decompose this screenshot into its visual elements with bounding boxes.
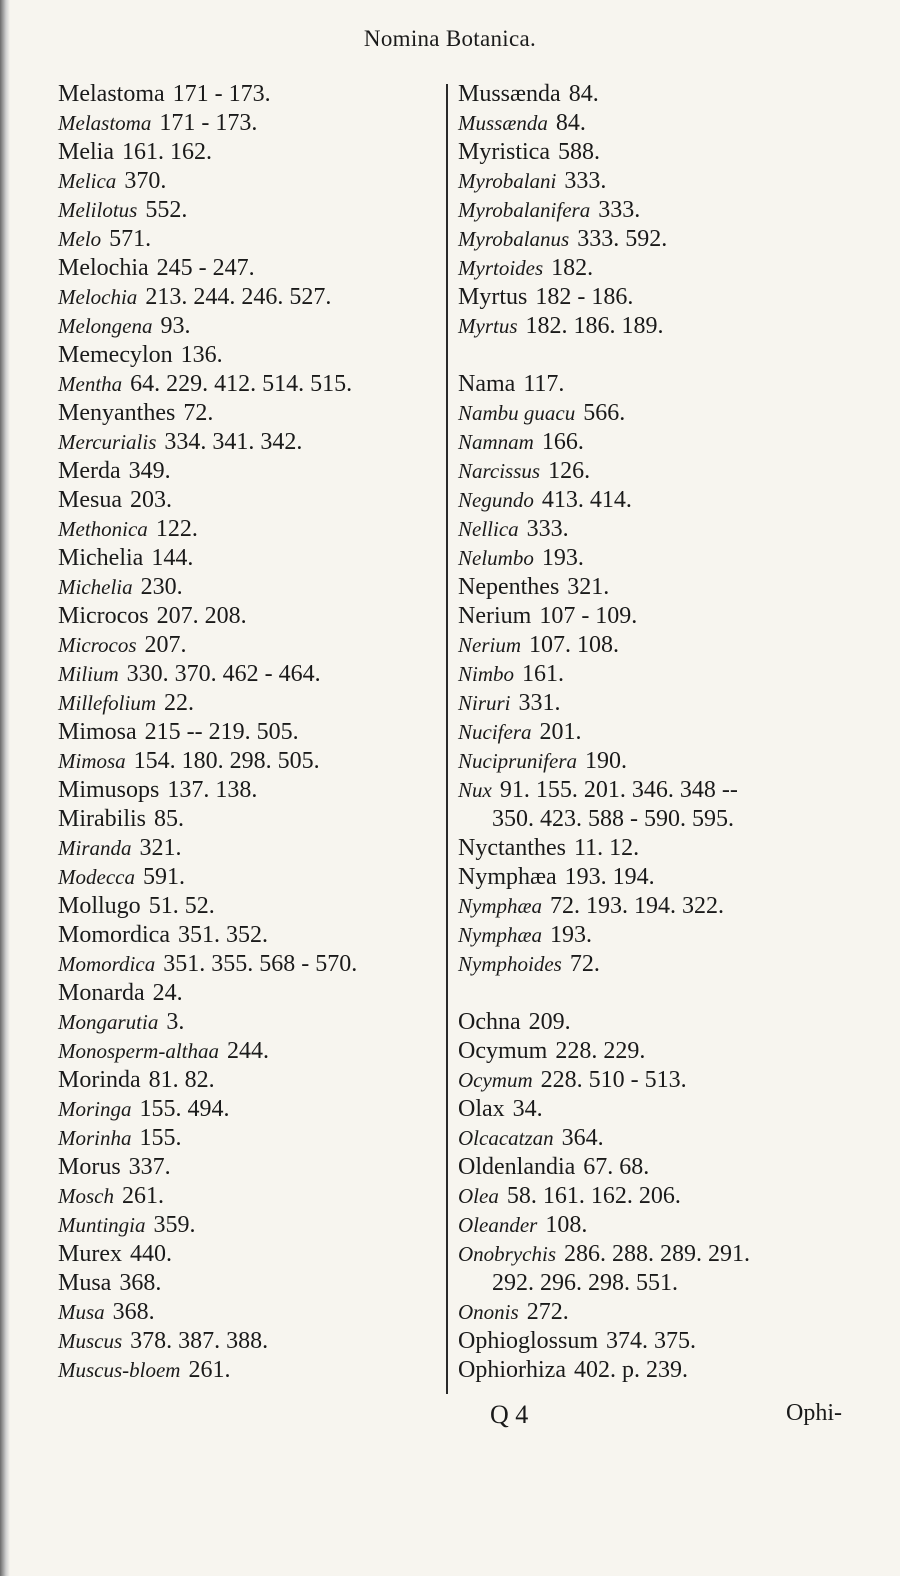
entry-page-refs: 85. xyxy=(154,806,184,832)
entry-term: Momordica xyxy=(58,922,170,948)
entry-term: Nambu guacu xyxy=(458,401,576,425)
entry-page-refs: 334. 341. 342. xyxy=(164,429,303,455)
entry-page-refs: 351. 355. 568 - 570. xyxy=(163,951,358,977)
index-entry xyxy=(58,805,438,834)
entry-page-refs: 209. xyxy=(528,1009,571,1035)
entry-term: Milium xyxy=(58,662,119,686)
entry-page-refs: 201. xyxy=(539,719,582,745)
index-entry xyxy=(458,283,858,312)
index-entry xyxy=(458,1066,858,1095)
entry-term: Ophiorhiza xyxy=(458,1357,566,1383)
entry-page-refs: 137. 138. xyxy=(167,777,258,803)
entry-term: Melastoma xyxy=(58,81,165,107)
entry-term: Methonica xyxy=(58,517,148,541)
entry-term: Onobrychis xyxy=(458,1242,556,1266)
entry-page-refs: 261. xyxy=(122,1183,164,1209)
index-entry xyxy=(58,631,438,660)
index-entry xyxy=(58,950,438,979)
index-entry xyxy=(58,138,438,167)
index-entry xyxy=(58,399,438,428)
entry-term: Muscus xyxy=(58,1329,123,1353)
entry-page-refs: 190. xyxy=(585,748,627,774)
index-entry xyxy=(458,805,858,834)
index-entry xyxy=(58,167,438,196)
index-entry xyxy=(58,718,438,747)
entry-page-refs: 161. xyxy=(522,661,565,687)
entry-page-refs: 144. xyxy=(151,545,194,571)
entry-page-refs: 58. 161. 162. 206. xyxy=(506,1183,681,1209)
signature-mark: Q 4 xyxy=(490,1400,529,1429)
entry-term: Musa xyxy=(58,1300,105,1324)
entry-page-refs: 136. xyxy=(180,342,223,368)
entry-term: Melastoma xyxy=(58,111,152,135)
entry-term: Menyanthes xyxy=(58,400,176,426)
index-entry xyxy=(458,718,858,747)
entry-term: Merda xyxy=(58,458,121,484)
entry-page-refs: 171 - 173. xyxy=(172,81,271,107)
entry-term: Ocymum xyxy=(458,1068,533,1092)
entry-term: Monosperm-althaa xyxy=(58,1039,219,1063)
entry-term: Myrtus xyxy=(458,284,528,310)
entry-term: Mimosa xyxy=(58,749,126,773)
index-entry xyxy=(458,1269,858,1298)
entry-term: Nucifera xyxy=(458,720,532,744)
entry-page-refs: 81. 82. xyxy=(148,1067,215,1093)
entry-page-refs: 359. xyxy=(153,1212,196,1238)
entry-term: Monarda xyxy=(58,980,145,1006)
entry-page-refs: 333. xyxy=(598,197,641,223)
entry-page-refs: 117. xyxy=(523,371,565,397)
entry-page-refs: 51. 52. xyxy=(148,893,215,919)
entry-page-refs: 3. xyxy=(166,1009,185,1035)
entry-page-refs: 93. xyxy=(160,313,191,339)
index-entry xyxy=(58,283,438,312)
entry-term: Mirabilis xyxy=(58,806,146,832)
index-entry xyxy=(458,573,858,602)
index-entry xyxy=(458,1298,858,1327)
entry-term: Michelia xyxy=(58,545,144,571)
entry-term: Mosch xyxy=(58,1184,114,1208)
entry-term: Melilotus xyxy=(58,198,138,222)
index-entry xyxy=(458,776,858,805)
entry-term: Myrtus xyxy=(458,314,518,338)
index-entry xyxy=(458,1124,858,1153)
index-entry xyxy=(58,1298,438,1327)
index-entry xyxy=(458,834,858,863)
entry-term: Nuciprunifera xyxy=(458,749,577,773)
entry-page-refs: 588. xyxy=(557,139,600,165)
index-entry xyxy=(458,631,858,660)
entry-term: Nyctanthes xyxy=(458,835,566,861)
entry-term: Ononis xyxy=(458,1300,519,1324)
entry-page-refs: 321. xyxy=(567,574,610,600)
entry-term: Morinha xyxy=(58,1126,132,1150)
entry-page-refs: 331. xyxy=(518,690,561,716)
index-column-left xyxy=(58,80,438,1385)
entry-term: Musa xyxy=(58,1270,112,1296)
entry-page-refs: 368. xyxy=(119,1270,162,1296)
entry-page-refs: 333. xyxy=(526,516,569,542)
entry-page-refs: 370. xyxy=(124,168,167,194)
index-entry xyxy=(58,921,438,950)
index-entry xyxy=(58,486,438,515)
entry-page-refs: 108. xyxy=(545,1212,588,1238)
entry-term: Myrobalanus xyxy=(458,227,570,251)
entry-page-refs: 193. 194. xyxy=(564,864,655,890)
entry-page-refs: 161. 162. xyxy=(121,139,212,165)
entry-term: Mesua xyxy=(58,487,122,513)
index-entry xyxy=(458,1153,858,1182)
index-entry xyxy=(58,834,438,863)
entry-page-refs: 368. xyxy=(112,1299,155,1325)
entry-term: Mongarutia xyxy=(58,1010,159,1034)
entry-term: Moringa xyxy=(58,1097,132,1121)
entry-term: Morinda xyxy=(58,1067,141,1093)
entry-page-refs: 122. xyxy=(155,516,198,542)
entry-page-refs: 155. xyxy=(139,1125,182,1151)
entry-term: Morus xyxy=(58,1154,121,1180)
index-entry xyxy=(458,863,858,892)
index-entry xyxy=(58,80,438,109)
entry-term: Modecca xyxy=(58,865,135,889)
entry-page-refs: 182. 186. 189. xyxy=(525,313,664,339)
index-entry xyxy=(58,457,438,486)
index-entry xyxy=(458,1211,858,1240)
entry-term: Miranda xyxy=(58,836,132,860)
entry-term: Myrobalani xyxy=(458,169,557,193)
index-entry xyxy=(58,1240,438,1269)
entry-term: Olax xyxy=(458,1096,505,1122)
index-entry xyxy=(58,747,438,776)
entry-page-refs: 107. 108. xyxy=(529,632,619,658)
index-entry xyxy=(458,138,858,167)
entry-term: Olcacatzan xyxy=(458,1126,554,1150)
entry-page-refs: 72. xyxy=(183,400,214,426)
index-entry xyxy=(458,109,858,138)
entry-term: Memecylon xyxy=(58,342,173,368)
entry-page-refs: 591. xyxy=(142,864,185,890)
section-gap xyxy=(458,341,858,370)
index-entry xyxy=(458,660,858,689)
entry-page-refs: 351. 352. xyxy=(177,922,268,948)
index-entry xyxy=(458,1327,858,1356)
entry-page-refs: 333. xyxy=(564,168,607,194)
index-entry xyxy=(58,225,438,254)
index-entry xyxy=(458,1008,858,1037)
entry-page-refs: 126. xyxy=(548,458,591,484)
entry-page-refs: 91. 155. 201. 346. 348 -- xyxy=(499,777,738,803)
index-entry xyxy=(58,1211,438,1240)
entry-page-refs: 207. 208. xyxy=(156,603,247,629)
index-entry xyxy=(58,602,438,631)
entry-page-refs: 193. xyxy=(541,545,584,571)
index-entry xyxy=(458,225,858,254)
entry-term: Microcos xyxy=(58,603,149,629)
entry-page-refs: 261. xyxy=(188,1357,231,1383)
index-entry xyxy=(458,602,858,631)
entry-term: Myrobalanifera xyxy=(458,198,591,222)
entry-term: Nama xyxy=(458,371,516,397)
entry-page-refs: 171 - 173. xyxy=(159,110,258,136)
index-entry xyxy=(458,515,858,544)
entry-page-refs: 364. xyxy=(561,1125,604,1151)
index-entry xyxy=(458,254,858,283)
entry-page-refs: 107 - 109. xyxy=(539,603,638,629)
entry-page-refs: 84. xyxy=(555,110,586,136)
entry-term: Melochia xyxy=(58,255,149,281)
entry-term: Nepenthes xyxy=(458,574,560,600)
entry-term: Nymphoides xyxy=(458,952,562,976)
entry-term: Nymphæa xyxy=(458,894,542,918)
entry-term: Myristica xyxy=(458,139,550,165)
entry-page-refs: 413. 414. xyxy=(541,487,632,513)
entry-page-refs: 333. 592. xyxy=(577,226,668,252)
entry-term: Myrtoides xyxy=(458,256,544,280)
entry-term: Melongena xyxy=(58,314,153,338)
entry-page-refs: 154. 180. 298. 505. xyxy=(133,748,320,774)
entry-term: Nerium xyxy=(458,633,521,657)
entry-term: Microcos xyxy=(58,633,137,657)
index-entry xyxy=(458,399,858,428)
index-entry xyxy=(458,747,858,776)
index-entry xyxy=(458,950,858,979)
index-entry xyxy=(58,341,438,370)
index-entry xyxy=(58,196,438,225)
entry-term: Namnam xyxy=(458,430,534,454)
entry-page-refs: 330. 370. 462 - 464. xyxy=(126,661,321,687)
index-entry xyxy=(58,1124,438,1153)
index-entry xyxy=(58,863,438,892)
entry-term: Mercurialis xyxy=(58,430,157,454)
entry-term: Ocymum xyxy=(458,1038,548,1064)
index-entry xyxy=(458,370,858,399)
entry-page-refs: 193. xyxy=(550,922,592,948)
entry-term: Ophioglossum xyxy=(458,1328,599,1354)
entry-page-refs: 350. 423. 588 - 590. 595. xyxy=(492,806,734,832)
index-entry xyxy=(58,109,438,138)
entry-term: Mimosa xyxy=(58,719,137,745)
index-entry xyxy=(58,1066,438,1095)
entry-page-refs: 321. xyxy=(139,835,182,861)
index-entry xyxy=(58,1037,438,1066)
entry-page-refs: 245 - 247. xyxy=(156,255,255,281)
index-entry xyxy=(58,660,438,689)
entry-term: Nymphæa xyxy=(458,923,542,947)
entry-page-refs: 24. xyxy=(152,980,183,1006)
index-entry xyxy=(458,1356,858,1385)
entry-page-refs: 213. 244. 246. 527. xyxy=(145,284,332,310)
entry-page-refs: 72. xyxy=(569,951,600,977)
index-entry xyxy=(458,486,858,515)
entry-term: Nymphæa xyxy=(458,864,557,890)
entry-page-refs: 203. xyxy=(129,487,172,513)
index-entry xyxy=(458,80,858,109)
entry-term: Oleander xyxy=(458,1213,538,1237)
entry-page-refs: 337. xyxy=(128,1154,171,1180)
page-edge xyxy=(0,0,10,1576)
index-entry xyxy=(58,254,438,283)
entry-term: Murex xyxy=(58,1241,122,1267)
entry-term: Melochia xyxy=(58,285,138,309)
index-entry xyxy=(458,196,858,225)
index-entry xyxy=(458,312,858,341)
page-title: Nomina Botanica. xyxy=(363,26,537,51)
entry-page-refs: 292. 296. 298. 551. xyxy=(492,1270,678,1296)
entry-term: Mussænda xyxy=(458,81,561,107)
entry-term: Melica xyxy=(58,169,117,193)
entry-page-refs: 349. xyxy=(128,458,171,484)
entry-term: Mimusops xyxy=(58,777,160,803)
index-entry xyxy=(458,1037,858,1066)
index-entry xyxy=(58,1269,438,1298)
entry-term: Narcissus xyxy=(458,459,541,483)
entry-page-refs: 84. xyxy=(568,81,599,107)
index-entry xyxy=(458,892,858,921)
entry-term: Michelia xyxy=(58,575,133,599)
entry-term: Niruri xyxy=(458,691,511,715)
index-entry xyxy=(58,312,438,341)
entry-page-refs: 166. xyxy=(541,429,584,455)
index-entry xyxy=(458,544,858,573)
entry-page-refs: 11. 12. xyxy=(573,835,640,861)
index-entry xyxy=(458,457,858,486)
index-entry xyxy=(58,1182,438,1211)
entry-page-refs: 155. 494. xyxy=(139,1096,230,1122)
entry-term: Olea xyxy=(458,1184,499,1208)
entry-page-refs: 72. 193. 194. 322. xyxy=(550,893,724,919)
index-entry xyxy=(58,776,438,805)
entry-page-refs: 566. xyxy=(583,400,626,426)
index-entry xyxy=(58,515,438,544)
entry-page-refs: 286. 288. 289. 291. xyxy=(564,1241,750,1267)
index-entry xyxy=(58,1356,438,1385)
entry-page-refs: 67. 68. xyxy=(583,1154,650,1180)
entry-page-refs: 244. xyxy=(227,1038,269,1064)
index-entry xyxy=(458,921,858,950)
index-entry xyxy=(458,1240,858,1269)
index-entry xyxy=(58,544,438,573)
index-column-right xyxy=(458,80,858,1385)
entry-page-refs: 182 - 186. xyxy=(535,284,634,310)
entry-term: Oldenlandia xyxy=(458,1154,576,1180)
entry-term: Muscus-bloem xyxy=(58,1358,181,1382)
entry-page-refs: 215 -- 219. 505. xyxy=(144,719,299,745)
entry-term: Momordica xyxy=(58,952,156,976)
entry-page-refs: 34. xyxy=(512,1096,543,1122)
entry-page-refs: 374. 375. xyxy=(606,1328,697,1354)
entry-page-refs: 230. xyxy=(140,574,183,600)
section-gap xyxy=(458,979,858,1008)
index-entry xyxy=(58,1095,438,1124)
entry-page-refs: 182. xyxy=(551,255,594,281)
entry-page-refs: 228. 510 - 513. xyxy=(540,1067,687,1093)
entry-page-refs: 571. xyxy=(109,226,152,252)
index-entry xyxy=(58,573,438,602)
index-entry xyxy=(58,689,438,718)
entry-term: Muntingia xyxy=(58,1213,146,1237)
entry-term: Nux xyxy=(458,778,492,802)
index-entry xyxy=(458,167,858,196)
entry-page-refs: 440. xyxy=(129,1241,172,1267)
index-entry xyxy=(58,428,438,457)
entry-page-refs: 207. xyxy=(144,632,187,658)
catchword: Ophi- xyxy=(786,1400,842,1426)
entry-term: Negundo xyxy=(458,488,534,512)
entry-page-refs: 552. xyxy=(145,197,188,223)
index-entry xyxy=(458,1182,858,1211)
index-entry xyxy=(58,1153,438,1182)
index-entry xyxy=(58,370,438,399)
entry-term: Mentha xyxy=(58,372,123,396)
entry-term: Nellica xyxy=(458,517,519,541)
index-entry xyxy=(58,1008,438,1037)
entry-page-refs: 378. 387. 388. xyxy=(130,1328,269,1354)
entry-term: Ochna xyxy=(458,1009,521,1035)
index-entry xyxy=(458,1095,858,1124)
entry-term: Mussænda xyxy=(458,111,548,135)
column-divider xyxy=(446,84,448,1394)
entry-page-refs: 22. xyxy=(164,690,194,716)
entry-term: Melia xyxy=(58,139,114,165)
index-entry xyxy=(58,1327,438,1356)
entry-term: Nimbo xyxy=(458,662,515,686)
entry-term: Nelumbo xyxy=(458,546,534,570)
index-entry xyxy=(58,892,438,921)
entry-term: Nerium xyxy=(458,603,532,629)
entry-term: Mollugo xyxy=(58,893,141,919)
entry-term: Millefolium xyxy=(58,691,156,715)
index-entry xyxy=(458,428,858,457)
entry-term: Melo xyxy=(58,227,102,251)
index-entry xyxy=(458,689,858,718)
index-entry xyxy=(58,979,438,1008)
entry-page-refs: 272. xyxy=(526,1299,569,1325)
entry-page-refs: 64. 229. 412. 514. 515. xyxy=(130,371,353,397)
entry-page-refs: 402. p. 239. xyxy=(573,1357,688,1383)
entry-page-refs: 228. 229. xyxy=(555,1038,646,1064)
